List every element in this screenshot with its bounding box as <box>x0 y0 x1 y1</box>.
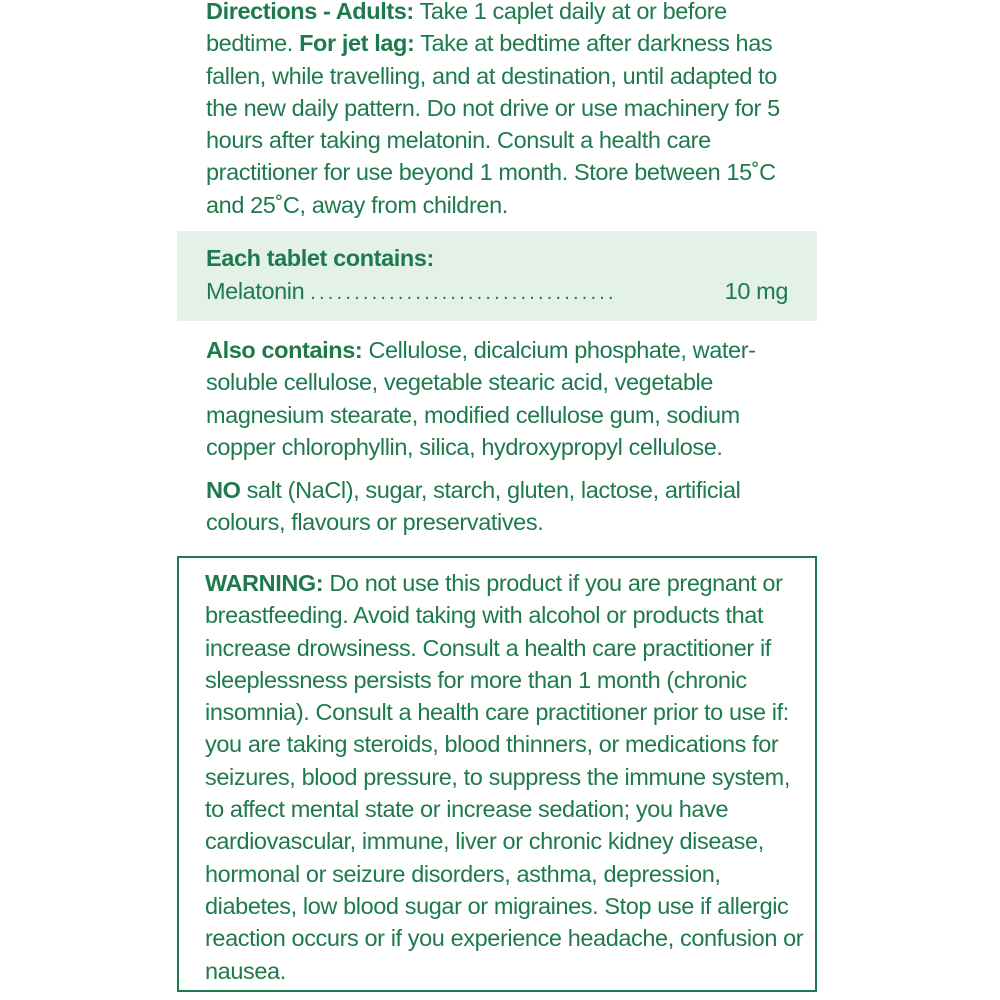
tablet-contents-heading: Each tablet contains: <box>206 245 434 271</box>
warning-paragraph <box>205 567 805 987</box>
free-of-heading: NO <box>206 477 241 503</box>
warning-heading: WARNING: <box>205 570 324 596</box>
free-of-paragraph <box>206 474 806 539</box>
tablet-contents-panel <box>177 231 817 321</box>
warning-text: Do not use this product if you are pregnant or breastfeeding. Avoid taking with alcohol or products that increase drowsiness. Consult a health care practitioner if sleeplessness persists for more than 1 month (chronic insomnia). Consult a health care practitioner prior to use if: you are taking steroids, blood thinners, or medications for seizures, blood pressure, to suppress the immune system, to affect mental state or increase sedation; you have cardiovascular, immune, liver or chronic kidney disease, hormonal or seizure disorders, asthma, depression, diabetes, low blood sugar or migraines. Stop use if allergic reaction occurs or if you experience headache, confusion or nausea. <box>205 570 804 984</box>
ingredient-row <box>206 276 788 308</box>
warning-panel <box>177 556 817 992</box>
jet-lag-heading: For jet lag: <box>299 30 415 57</box>
ingredient-amount: 10 mg <box>724 278 788 304</box>
ingredient-name: Melatonin <box>206 278 305 304</box>
also-contains-heading: Also contains: <box>206 337 363 363</box>
also-contains-paragraph <box>206 334 806 463</box>
directions-paragraph <box>206 0 806 221</box>
also-contains-text: Cellulose, dicalcium phosphate, water-soluble cellulose, vegetable stearic acid, vegetable magnesium stearate, modified cellulose gum, sodium copper chlorophyllin, silica, hydroxypropyl cellulose. <box>206 337 756 460</box>
dot-leader: ................................... <box>310 282 617 304</box>
free-of-text: salt (NaCl), sugar, starch, gluten, lactose, artificial colours, flavours or preservatives. <box>206 477 741 536</box>
directions-heading: Directions - Adults: <box>206 0 414 24</box>
directions-text-1: Take 1 caplet daily at or before bedtime. <box>206 0 727 57</box>
directions-text-2: Take at bedtime after darkness has fallen, while travelling, and at destination, until adapted to the new daily pattern. Do not drive or use machinery for 5 hours after taking melatonin. Consult a health care practitioner for use beyond 1 month. Store between 15˚C and 25˚C, away from children. <box>206 30 780 218</box>
